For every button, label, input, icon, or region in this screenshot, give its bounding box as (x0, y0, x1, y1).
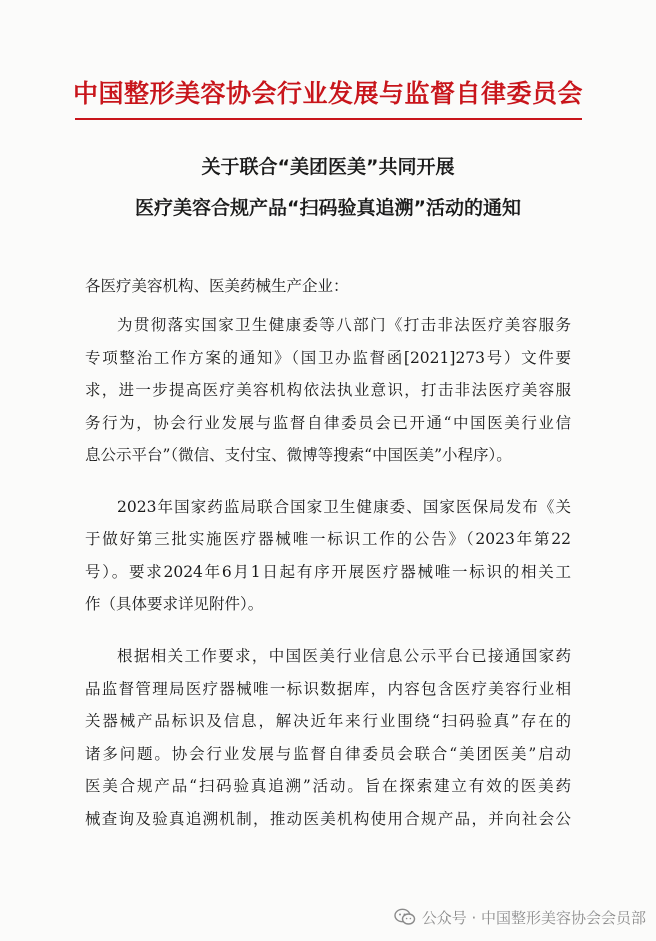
paragraph-1-line-5: 息公示平台”（微信、支付宝、微博等搜索“中国医美”小程序）。 (85, 446, 512, 464)
salutation: 各医疗美容机构、医美药械生产企业： (85, 277, 349, 295)
notice-title-line-2: 医疗美容合规产品“扫码验真追溯”活动的通知 (135, 197, 521, 219)
organization-header: 中国整形美容协会行业发展与监督自律委员会 (72, 79, 583, 108)
paragraph-2-line-4: 作（具体要求详见附件）。 (85, 595, 264, 613)
paragraph-2-line-2: 于做好第三批实施医疗器械唯一标识工作的公告》（2023年第22 (85, 530, 571, 548)
wechat-watermark (394, 904, 646, 930)
paragraph-3-line-6: 械查询及验真追溯机制，推动医美机构使用合规产品，并向社会公 (85, 810, 571, 828)
paragraph-3-line-2: 品监督管理局医疗器械唯一标识数据库，内容包含医疗美容行业相 (85, 680, 571, 698)
paragraph-3-line-5: 医美合规产品“扫码验真追溯”活动。旨在探索建立有效的医美药 (85, 777, 571, 795)
paragraph-3-line-4: 诸多问题。协会行业发展与监督自律委员会联合“美团医美”启动 (85, 745, 571, 763)
paragraph-1-line-1: 为贯彻落实国家卫生健康委等八部门《打击非法医疗美容服务 (117, 316, 571, 334)
paragraph-2-line-1: 2023年国家药监局联合国家卫生健康委、国家医保局发布《关 (117, 498, 571, 516)
notice-title-line-1: 关于联合“美团医美”共同开展 (201, 156, 455, 178)
paragraph-1-line-3: 求，进一步提高医疗美容机构依法执业意识，打击非法医疗美容服 (85, 381, 571, 399)
paragraph-1-line-4: 务行为，协会行业发展与监督自律委员会已开通“中国医美行业信 (85, 414, 571, 432)
paragraph-2-line-3: 号）。要求2024年6月1日起有序开展医疗器械唯一标识的相关工 (85, 563, 571, 581)
paragraph-3-line-1: 根据相关工作要求，中国医美行业信息公示平台已接通国家药 (117, 647, 571, 665)
paragraph-3-line-3: 关器械产品标识及信息，解决近年来行业围绕“扫码验真”存在的 (85, 712, 571, 730)
watermark-text: 公众号 · 中国整形美容协会会员部 (421, 908, 646, 927)
wechat-icon (394, 908, 416, 926)
header-divider (75, 118, 582, 120)
paragraph-1-line-2: 专项整治工作方案的通知》（国卫办监督函[2021]273号）文件要 (85, 349, 571, 367)
